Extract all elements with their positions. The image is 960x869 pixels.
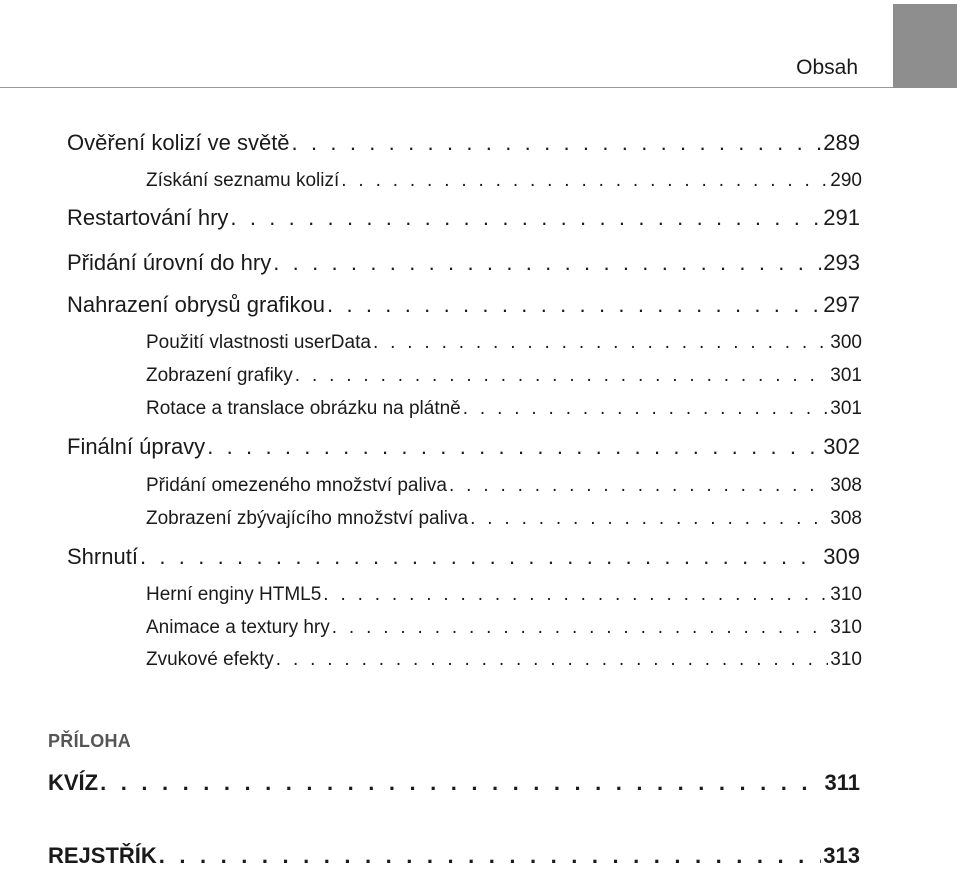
toc-entry[interactable] (67, 292, 860, 318)
toc-entry[interactable] (67, 544, 860, 570)
toc-entry[interactable] (67, 434, 860, 460)
dot-leader (207, 434, 821, 460)
toc-entry-page: 300 (830, 332, 862, 353)
toc-entry-back-matter[interactable] (48, 770, 860, 796)
toc-entry-page: 310 (830, 617, 862, 638)
toc-entry[interactable] (146, 475, 862, 497)
dot-leader (463, 398, 829, 420)
toc-entry-title: Finální úpravy (67, 434, 206, 459)
toc-entry[interactable] (146, 332, 862, 354)
dot-leader (273, 250, 821, 276)
toc-entry[interactable] (146, 584, 862, 606)
toc-entry-title: REJSTŘÍK (48, 843, 157, 868)
toc-entry[interactable] (146, 617, 862, 639)
toc-entry-page: 313 (823, 843, 860, 868)
header-divider (0, 87, 893, 88)
toc-entry-page: 297 (823, 292, 860, 317)
toc-entry-page: 302 (823, 434, 860, 459)
toc-entry-page: 311 (824, 770, 860, 795)
toc-entry-title: Získání seznamu kolizí (146, 170, 340, 191)
toc-entry[interactable] (146, 365, 862, 387)
toc-entry-title: Zobrazení grafiky (146, 365, 293, 386)
toc-entry-page: 310 (830, 584, 862, 605)
appendix-label: PŘÍLOHA (48, 731, 132, 751)
toc-entry-page: 310 (830, 649, 862, 670)
toc-entry-title: Zvukové efekty (146, 649, 274, 670)
dot-leader (327, 292, 821, 318)
dot-leader (341, 170, 828, 192)
toc-entry[interactable] (146, 398, 862, 420)
toc-entry-page: 308 (830, 508, 862, 529)
toc-entry-title: Restartování hry (67, 205, 229, 230)
toc-entry[interactable] (67, 205, 860, 231)
toc-entry-title: KVÍZ (48, 770, 99, 795)
toc-entry-title: Shrnutí (67, 544, 138, 569)
toc-entry-title: Ověření kolizí ve světě (67, 130, 290, 155)
toc-entry-title: Herní enginy HTML5 (146, 584, 322, 605)
toc-entry-title: Animace a textury hry (146, 617, 330, 638)
dot-leader (292, 130, 822, 156)
dot-leader (332, 617, 829, 639)
dot-leader (323, 584, 828, 606)
toc-entry-page: 291 (823, 205, 860, 230)
toc-entry-page: 289 (823, 130, 860, 155)
toc-entry-back-matter[interactable] (48, 843, 860, 869)
toc-entry-page: 301 (830, 398, 862, 419)
toc-entry[interactable] (146, 170, 862, 192)
dot-leader (140, 544, 821, 570)
toc-entry-page: 290 (830, 170, 862, 191)
toc-entry-page: 308 (830, 475, 862, 496)
dot-leader (295, 365, 829, 387)
toc-entry-title: Použití vlastnosti userData (146, 332, 371, 353)
dot-leader (100, 770, 822, 796)
dot-leader (230, 205, 821, 231)
toc-entry-page: 301 (830, 365, 862, 386)
dot-leader (276, 649, 829, 671)
toc-entry-page: 293 (823, 250, 860, 275)
running-head: Obsah (796, 56, 858, 79)
dot-leader (373, 332, 828, 354)
dot-leader (449, 475, 828, 497)
toc-entry-title: Přidání úrovní do hry (67, 250, 272, 275)
toc-entry-title: Přidání omezeného množství paliva (146, 475, 447, 496)
dot-leader (470, 508, 828, 530)
toc-entry-title: Zobrazení zbývajícího množství paliva (146, 508, 469, 529)
toc-entry[interactable] (146, 508, 862, 530)
dot-leader (159, 843, 821, 869)
toc-entry-title: Rotace a translace obrázku na plátně (146, 398, 461, 419)
page-corner-tab (893, 4, 957, 88)
toc-entry-title: Nahrazení obrysů grafikou (67, 292, 326, 317)
toc-entry-page: 309 (823, 544, 860, 569)
toc-entry[interactable] (67, 250, 860, 276)
toc-entry[interactable] (67, 130, 860, 156)
toc-entry[interactable] (146, 649, 862, 671)
